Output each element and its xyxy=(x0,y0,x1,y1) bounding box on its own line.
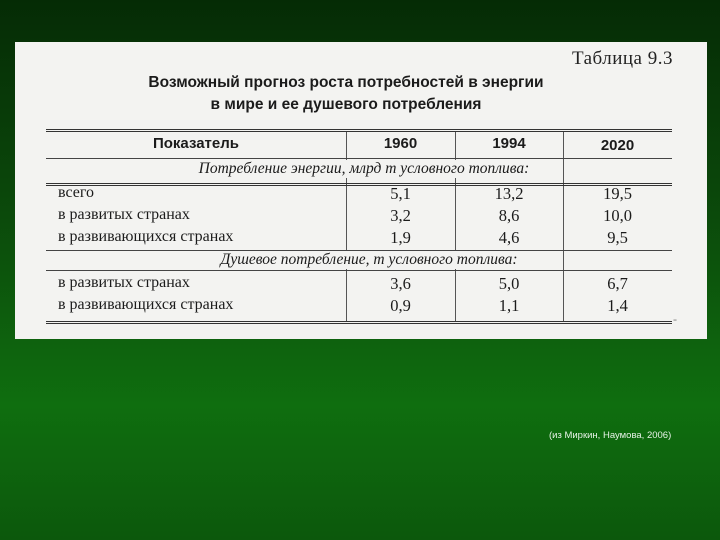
data-table xyxy=(46,129,672,324)
row-label: в развивающихся странах xyxy=(58,296,234,313)
cell-value: 1,1 xyxy=(498,296,520,315)
row-label: всего xyxy=(58,184,95,201)
section-separator xyxy=(46,270,672,271)
cell-value: 8,6 xyxy=(498,206,520,225)
section-title-per-capita: Душевое потребление, т условного топлива: xyxy=(186,251,552,269)
row-label: в развитых странах xyxy=(58,274,190,291)
cell-value: 3,6 xyxy=(390,274,411,293)
row-label: в развитых странах xyxy=(58,206,190,223)
header-1960: 1960 xyxy=(383,135,418,152)
cell-value: 19,5 xyxy=(603,184,632,203)
table-number: Таблица 9.3 xyxy=(571,48,673,69)
table-title xyxy=(15,72,677,116)
cell-value: 3,2 xyxy=(390,206,411,225)
source-credit: (из Миркин, Наумова, 2006) xyxy=(549,430,672,441)
cell-value: 1,4 xyxy=(607,296,628,315)
table-title-line-2: в мире и ее душевого потребления xyxy=(210,96,482,113)
row-label: в развивающихся странах xyxy=(58,228,234,245)
cell-value: 5,0 xyxy=(498,274,520,293)
header-separator xyxy=(46,158,672,159)
header-2020: 2020 xyxy=(600,137,635,154)
header-1994: 1994 xyxy=(492,135,526,152)
footer-mark: - xyxy=(673,312,677,326)
cell-value: 1,9 xyxy=(390,228,411,247)
cell-value: 6,7 xyxy=(607,274,628,293)
cell-value: 4,6 xyxy=(498,228,520,247)
cell-value: 5,1 xyxy=(390,184,411,203)
scanned-table-image xyxy=(15,42,707,339)
header-indicator: Показатель xyxy=(152,135,239,152)
cell-value: 9,5 xyxy=(607,228,628,247)
table-title-line-1: Возможный прогноз роста потребностей в энергии xyxy=(148,74,544,91)
section-title-energy: Потребление энергии, млрд т условного топлива: xyxy=(166,160,562,178)
cell-value: 0,9 xyxy=(390,296,411,315)
cell-value: 10,0 xyxy=(603,206,632,225)
cell-value: 13,2 xyxy=(494,184,524,203)
